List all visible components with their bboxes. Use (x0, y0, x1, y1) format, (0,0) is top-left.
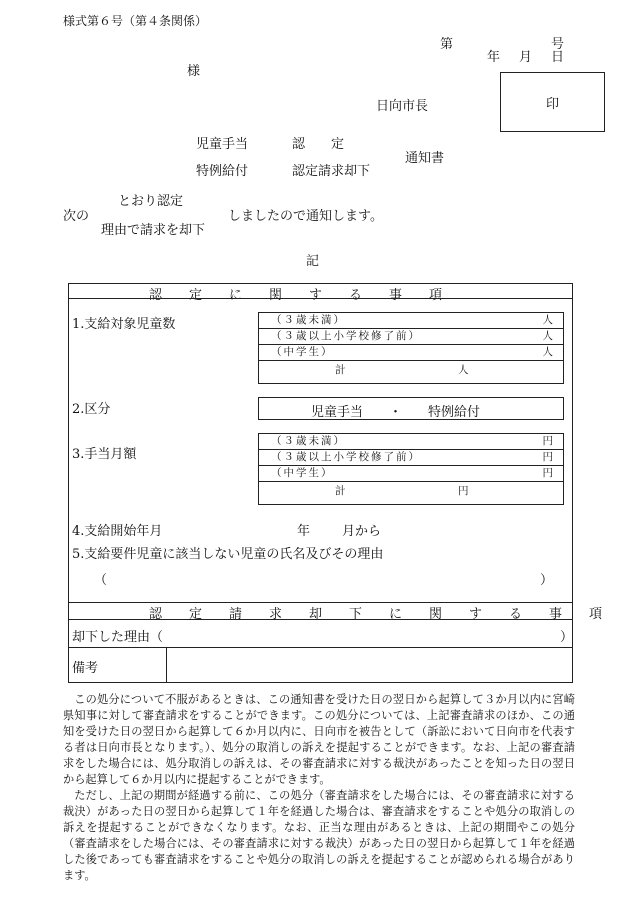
date-year: 年 (487, 50, 501, 65)
issuer-name: 日向市長 (376, 99, 429, 114)
count-row-label: （３歳以上小学校修了前） (271, 330, 421, 342)
title-special-benefit: 特例給付 (196, 164, 249, 179)
ki-mark: 記 (306, 254, 320, 269)
start-year: 年 (297, 524, 311, 539)
monthly-row-unit: 円 (542, 435, 553, 447)
monthly-row-label: （３歳未満） (271, 435, 346, 447)
divider (68, 647, 573, 648)
intro-option-reject: 理由で請求を却下 (101, 223, 206, 238)
section-rejection-header: 認定請求却下に関する事項 (149, 607, 630, 622)
monthly-row-unit: 円 (542, 451, 553, 463)
category-box (258, 397, 564, 420)
date-month: 月 (519, 50, 533, 65)
count-box (258, 312, 564, 384)
title-notice: 通知書 (405, 151, 445, 166)
divider (68, 619, 573, 620)
count-label: 1.支給対象児童数 (72, 317, 176, 332)
non-child-label: 5.支給要件児童に該当しない児童の氏名及びその理由 (72, 547, 384, 562)
monthly-total-unit: 円 (458, 485, 469, 497)
addressee-suffix: 様 (187, 64, 201, 79)
count-row-junior-high (259, 345, 563, 361)
start-label: 4.支給開始年月 (72, 524, 163, 539)
number-prefix: 第 (440, 37, 454, 52)
title-child-allowance: 児童手当 (196, 137, 249, 152)
seal-box (500, 72, 605, 132)
start-from: 月から (342, 524, 382, 539)
monthly-label: 3.手当月額 (72, 447, 137, 462)
monthly-row-under3 (259, 434, 563, 450)
monthly-row-unit: 円 (542, 467, 553, 479)
intro-option-certify: とおり認定 (118, 194, 184, 209)
count-row-label: （３歳未満） (271, 314, 346, 326)
monthly-row-junior-high (259, 466, 563, 482)
monthly-box (258, 433, 564, 505)
appeal-note-paragraph: ただし、上記の期間が経過する前に、この処分（審査請求をした場合には、その審査請求に対する裁決）があった日の翌日から起算して１年を経過した場合は、審査請求をすることや処分の取消しの訴えを提起することができなくなります。なお、正当な理由があるときは、上記の期間やこの処分（審査請求をした場合には、その審査請求に対する裁決）があった日の翌日から起算して１年を経過した後であっても審査請求をすることや処分の取消しの訴えを提起することが認められる場合があります。 (63, 789, 575, 882)
reject-reason-close: ） (560, 630, 574, 645)
count-row-unit: 人 (542, 330, 553, 342)
category-label: 2.区分 (72, 402, 111, 417)
seal-mark: 印 (545, 97, 559, 112)
count-row-total (259, 363, 563, 378)
non-child-paren-open: （ (94, 573, 108, 588)
form-number: 様式第６号（第４条関係） (63, 14, 208, 28)
monthly-row-preschool (259, 450, 563, 466)
title-certification: 認 定 (292, 137, 345, 152)
count-row-label: （中学生） (271, 346, 334, 358)
intro-suffix: しましたので通知します。 (228, 209, 383, 224)
section-certification-header: 認定に関する事項 (149, 288, 470, 303)
monthly-row-label: （中学生） (271, 467, 334, 479)
date-day: 日 (551, 50, 565, 65)
category-value: 児童手当 ・ 特例給付 (311, 405, 481, 420)
remarks-divider (166, 647, 167, 683)
appeal-note-paragraph: この処分について不服があるときは、この通知書を受けた日の翌日から起算して３か月以内に宮崎県知事に対して審査請求をすることができます。この処分については、上記審査請求のほか、この通知を受けた日の翌日から起算して６か月以内に、日向市を被告として（訴訟において日向市を代表する者は日向市長となります。）、処分の取消しの訴えを提起することができます。なお、上記の審査請求をした場合には、処分取消しの訴えは、その審査請求に対する裁決があったことを知った日の翌日から起算して６か月以内に提起することができます。 (63, 693, 575, 786)
title-rejection: 認定請求却下 (292, 164, 371, 179)
number-suffix: 号 (551, 37, 565, 52)
intro-prefix: 次の (63, 209, 90, 224)
count-row-preschool (259, 329, 563, 345)
count-row-unit: 人 (542, 314, 553, 326)
count-total-label: 計 (335, 364, 346, 376)
count-total-unit: 人 (458, 364, 469, 376)
non-child-paren-close: ） (540, 573, 554, 588)
count-row-under3 (259, 313, 563, 329)
remarks-label: 備考 (72, 661, 99, 676)
monthly-total-label: 計 (335, 485, 346, 497)
count-row-unit: 人 (542, 346, 553, 358)
appeal-notes (63, 692, 575, 884)
reject-reason-label: 却下した理由（ (72, 630, 164, 645)
monthly-row-total (259, 484, 563, 499)
divider (68, 298, 573, 299)
monthly-row-label: （３歳以上小学校修了前） (271, 451, 421, 463)
